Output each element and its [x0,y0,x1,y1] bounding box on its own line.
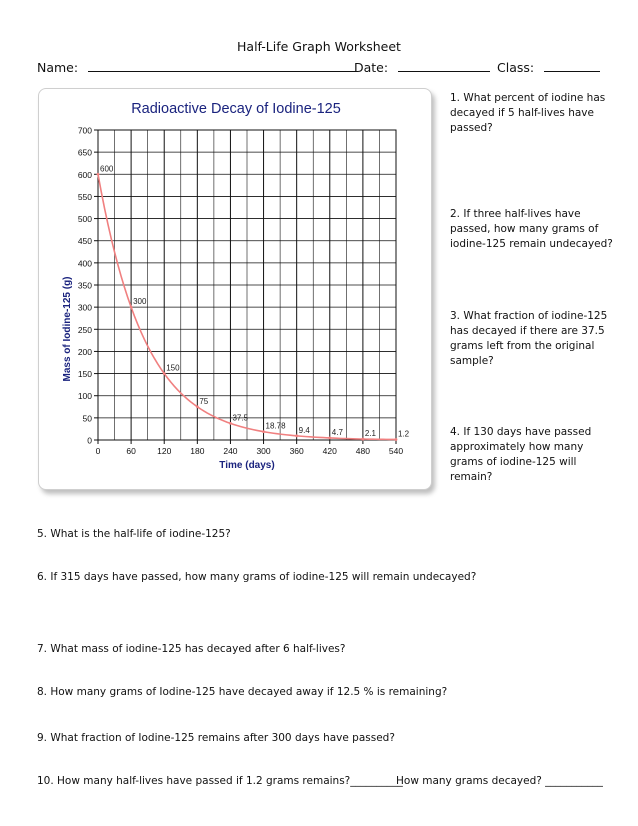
question-9: 9. What fraction of Iodine-125 remains after 300 days have passed? [37,732,395,744]
name-blank[interactable] [88,59,356,72]
data-label: 600 [100,164,114,174]
name-row [37,59,356,75]
chart-container [38,88,432,490]
data-label: 2.1 [364,429,377,439]
question-1: 1. What percent of iodine has decayed if 5 half-lives have passed? [450,92,606,134]
data-label: 75 [199,396,209,406]
data-point [395,438,398,441]
data-label: 9.4 [298,425,310,435]
x-tick-label: 60 [126,446,136,456]
y-tick-label: 50 [82,413,92,424]
y-tick-label: 100 [77,391,92,402]
data-point [262,430,265,433]
question-10-part-a: 10. How many half-lives have passed if 1.2 grams remains?__________ [37,775,403,787]
decay-chart [39,89,431,489]
chart-title: Radioactive Decay of Iodine-125 [131,101,341,117]
x-axis-label: Time (days) [219,460,275,471]
x-tick-label: 0 [95,446,101,456]
question-2: 2. If three half-lives have passed, how many grams of iodine-125 remain undecayed? [450,208,613,250]
y-tick-label: 400 [77,258,92,269]
data-label: 18.78 [265,421,286,431]
y-tick-label: 450 [77,236,92,247]
data-point [97,173,100,176]
y-tick-label: 250 [77,324,92,335]
data-point [163,372,166,375]
data-label: 300 [133,297,147,307]
date-blank[interactable] [398,59,490,72]
data-label: 150 [166,363,180,373]
x-tick-label: 180 [190,446,205,456]
y-tick-label: 550 [77,191,92,202]
x-tick-label: 420 [322,446,337,456]
y-tick-label: 300 [77,302,92,313]
y-tick-label: 500 [77,214,92,225]
y-tick-label: 600 [77,169,92,180]
data-point [361,438,364,441]
question-5: 5. What is the half-life of iodine-125? [37,528,231,540]
question-3: 3. What fraction of iodine-125 has decayed if there are 37.5 grams left from the original sample? [450,310,608,367]
data-label: 37.5 [232,413,249,423]
x-tick-label: 360 [289,446,304,456]
y-tick-label: 650 [77,147,92,158]
question-10-part-b: How many grams decayed? ___________ [396,775,603,787]
x-tick-label: 480 [355,446,370,456]
data-label: 4.7 [331,427,343,437]
question-7: 7. What mass of iodine-125 has decayed after 6 half-lives? [37,643,346,655]
data-point [328,437,331,440]
y-tick-label: 350 [77,280,92,291]
question-8: 8. How many grams of Iodine-125 have decayed away if 12.5 % is remaining? [37,686,448,698]
x-tick-label: 240 [223,446,238,456]
y-tick-label: 700 [77,125,92,136]
class-row [497,59,600,75]
data-label: 1.2 [398,429,410,439]
data-point [229,422,232,425]
y-tick-label: 0 [87,435,92,446]
class-blank[interactable] [544,59,600,72]
x-tick-label: 120 [157,446,172,456]
worksheet-title: Half-Life Graph Worksheet [237,39,401,54]
y-tick-label: 150 [77,369,92,380]
name-label: Name: [37,60,79,75]
data-point [295,434,298,437]
data-point [130,306,133,309]
question-4: 4. If 130 days have passed approximately how many grams of iodine-125 will remain? [450,426,592,483]
date-label: Date: [354,60,389,75]
y-tick-label: 200 [77,346,92,357]
x-tick-label: 300 [256,446,271,456]
y-axis-label: Mass of Iodine-125 (g) [62,276,73,382]
date-row [354,59,490,75]
x-tick-label: 540 [388,446,404,456]
question-6: 6. If 315 days have passed, how many grams of iodine-125 will remain undecayed? [37,571,477,583]
class-label: Class: [497,60,535,75]
data-point [196,405,199,408]
